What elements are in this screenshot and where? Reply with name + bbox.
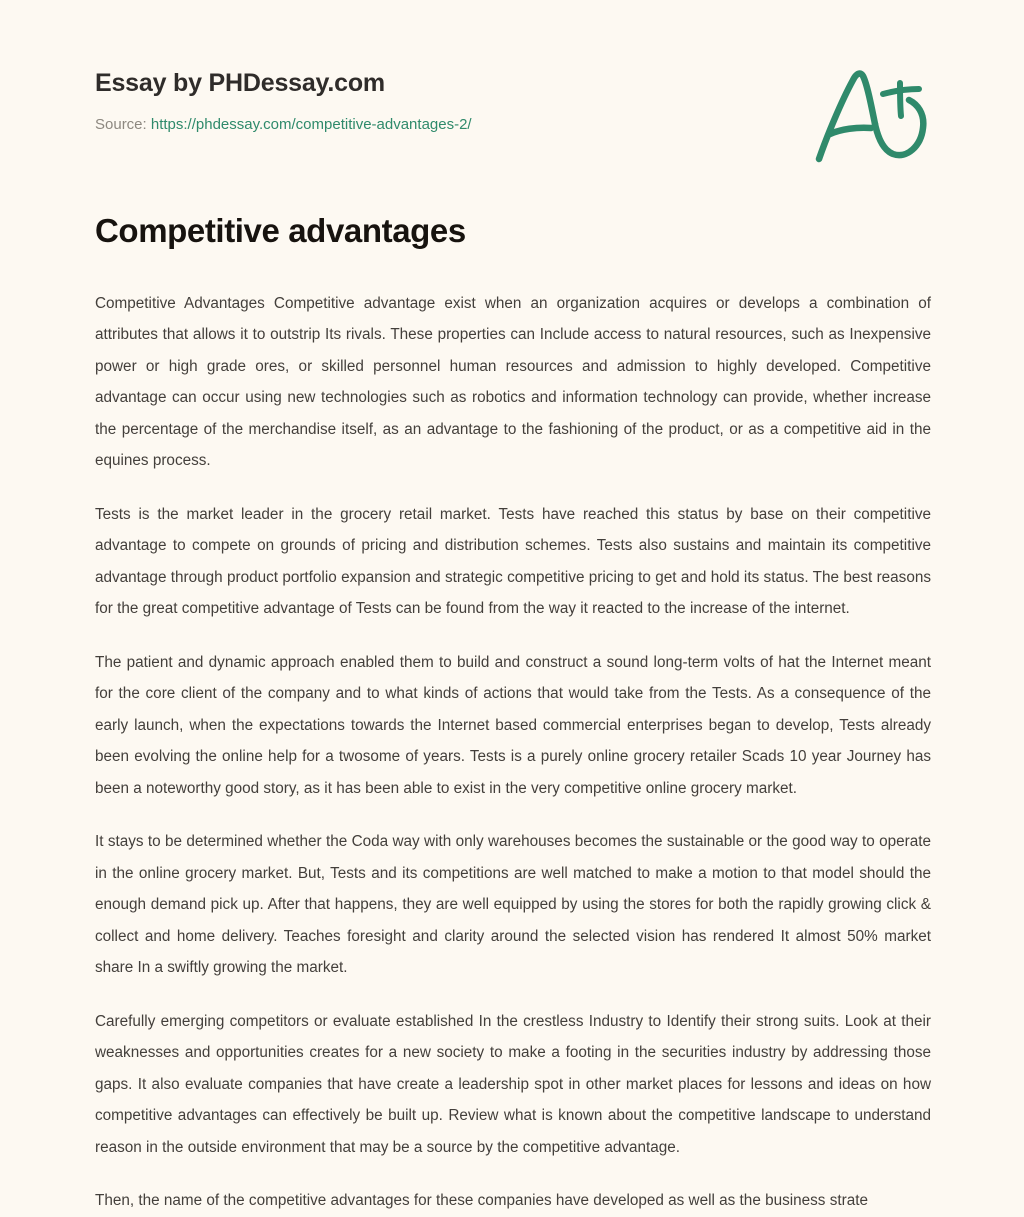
source-url-link[interactable]: https://phdessay.com/competitive-advantages-2/ <box>150 116 472 133</box>
source-label: Source: <box>95 116 147 133</box>
document-header <box>0 0 1024 190</box>
article-body <box>95 212 931 1217</box>
paragraph-truncated: Then, the name of the competitive advantages for these companies have developed as well as the business strate <box>95 1192 868 1210</box>
brand-title: Essay by PHDessay.com <box>95 69 385 97</box>
paragraph: Carefully emerging competitors or evaluate established In the crestless Industry to Identify their strong suits. Look at their weaknesses and opportunities creates for a new society to make a footing in the securities industry by addressing those gaps. It also evaluate companies that have create a leadership spot in other market places for lessons and ideas on how competitive advantages can effectively be built up. Review what is known about the competitive landscape to understand reason in the outside environment that may be a source by the competitive advantage. <box>95 1012 931 1156</box>
page-title: Competitive advantages <box>95 212 466 249</box>
paragraph: It stays to be determined whether the Coda way with only warehouses becomes the sustainable or the good way to operate in the online grocery market. But, Tests and its competitions are well matched to make a motion to that model should the enough demand pick up. After that happens, they are well equipped by using the stores for both the rapidly growing click & collect and home delivery. Teaches foresight and clarity around the selected vision has rendered It almost 50% market share In a swiftly growing the market. <box>95 833 931 977</box>
paragraph: The patient and dynamic approach enabled them to build and construct a sound long-term volts of hat the Internet meant for the core client of the company and to what kinds of actions that would take from the Tests. As a consequence of the early launch, when the expectations towards the Internet based commercial enterprises began to develop, Tests already been evolving the online help for a twosome of years. Tests is a purely online grocery retailer Scads 10 year Journey has been a noteworthy good story, as it has been able to exist in the very competitive online grocery market. <box>95 653 931 797</box>
brand-block <box>95 68 472 135</box>
paragraph: Competitive Advantages Competitive advantage exist when an organization acquires or develops a combination of attributes that allows it to outstrip Its rivals. These properties can Include access to natural resources, such as Inexpensive power or high grade ores, or skilled personnel human resources and admission to highly developed. Competitive advantage can occur using new technologies such as robotics and information technology can provide, whether increase the percentage of the merchandise itself, as an advantage to the fashioning of the product, or as a competitive aid in the equines process. <box>95 294 931 470</box>
source-line <box>95 115 472 135</box>
paragraph: Tests is the market leader in the grocery retail market. Tests have reached this status by base on their competitive advantage to compete on grounds of pricing and distribution schemes. Tests also sustains and maintain its competitive advantage through product portfolio expansion and strategic competitive pricing to get and hold its status. The best reasons for the great competitive advantage of Tests can be found from the way it reacted to the increase of the internet. <box>95 505 931 618</box>
phdessay-a-plus-logo-icon <box>805 58 940 173</box>
